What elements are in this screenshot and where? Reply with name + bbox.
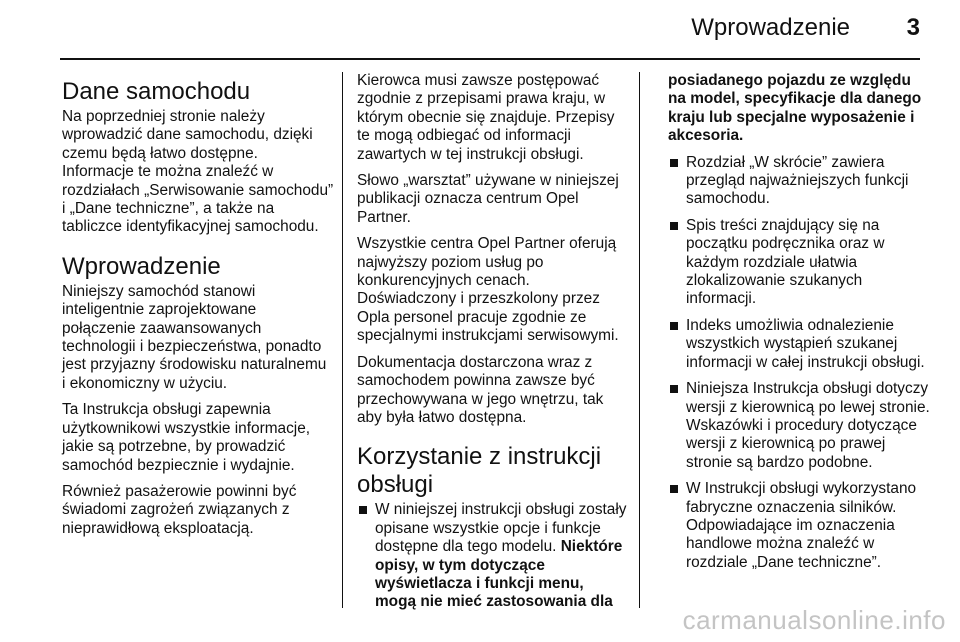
list-item: Indeks umożliwia odnalezienie wszystkich wystąpień szukanej informacji w całej instrukcji obsługi. xyxy=(668,317,930,372)
heading-using-manual: Korzystanie z instrukcji obsługi xyxy=(357,443,602,499)
list-item: Rozdział „W skrócie” zawiera przegląd najważniejszych funkcji samochodu. xyxy=(668,154,930,209)
list-item xyxy=(357,501,629,611)
bullet-list xyxy=(357,501,629,611)
column-3 xyxy=(668,72,930,580)
paragraph: Na poprzedniej stronie należy wprowadzić dane samochodu, dzięki czemu będą łatwo dostępne. Informacje te można znaleźć w rozdziałach „Serwisowanie samochodu” i „Dane techniczne”, a także na tabliczce identyfikacyjnej samochodu. xyxy=(62,108,334,236)
paragraph: Kierowca musi zawsze postępować zgodnie z przepisami prawa kraju, w którym obecnie się znajduje. Przepisy te mogą odbiegać od informacji zawartych w tej instrukcji obsługi. xyxy=(357,72,615,163)
list-item: W Instrukcji obsługi wykorzystano fabryczne oznaczenia silników. Odpowiadające im oznaczenia handlowe można znaleźć w rozdziale „Dane techniczne”. xyxy=(668,480,930,572)
bullet-list xyxy=(668,154,930,573)
list-item: Spis treści znajdujący się na początku podręcznika oraz w każdym rozdziale ułatwia zlokalizowanie szukanych informacji. xyxy=(668,217,930,309)
column-1 xyxy=(62,72,334,546)
page-header xyxy=(60,14,920,48)
column-divider xyxy=(342,72,343,608)
paragraph: Również pasażerowie powinni być świadomi zagrożeń związanych z nieprawidłową eksploatacją. xyxy=(62,482,297,537)
running-title: Wprowadzenie xyxy=(691,14,850,41)
paragraph: Niniejszy samochód stanowi inteligentnie zaprojektowane połączenie zaawansowanych technologii i bezpieczeństwa, ponadto jest przyjazny środowisku naturalnemu i ekonomiczny w użyciu. xyxy=(62,282,327,392)
paragraph: Dokumentacja dostarczona wraz z samochodem powinna zawsze być przechowywana w jego wnętrzu, tak aby była łatwo dostępna. xyxy=(357,353,604,426)
column-divider xyxy=(639,72,640,608)
paragraph: Słowo „warsztat” używane w niniejszej publikacji oznacza centrum Opel Partner. xyxy=(357,172,619,226)
page-number: 3 xyxy=(906,14,920,41)
heading-introduction: Wprowadzenie xyxy=(62,252,221,280)
heading-vehicle-data: Dane samochodu xyxy=(62,78,251,105)
list-item-bold-text: Niektóre opisy, w tym dotyczące wyświetlacza i funkcji menu, mogą nie mieć zastosowania dla xyxy=(375,538,623,611)
watermark: carmanualsonline.info xyxy=(682,605,946,635)
list-item-text: W niniejszej instrukcji obsługi zostały opisane wszystkie opcje i funkcje dostępne dla tego modelu. xyxy=(375,501,627,556)
paragraph: Wszystkie centra Opel Partner oferują najwyższy poziom usług po konkurencyjnych cenach. Doświadczony i przeszkolony przez Opla personel pracuje zgodnie ze specjalnymi instrukcjami serwisowymi. xyxy=(357,235,619,345)
column-2 xyxy=(357,72,629,620)
continued-bold-text: posiadanego pojazdu ze względu na model, specyfikacje dla danego kraju lub specjalne wyposażenie i akcesoria. xyxy=(668,72,922,145)
header-divider xyxy=(60,58,920,60)
list-item: Niniejsza Instrukcja obsługi dotyczy wersji z kierownicą po lewej stronie. Wskazówki i procedury dotyczące wersji z kierownicą po prawej stronie są bardzo podobne. xyxy=(668,380,930,472)
paragraph: Ta Instrukcja obsługi zapewnia użytkownikowi wszystkie informacje, jakie są potrzebne, by prowadzić samochód bezpiecznie i wydajnie. xyxy=(62,401,311,474)
